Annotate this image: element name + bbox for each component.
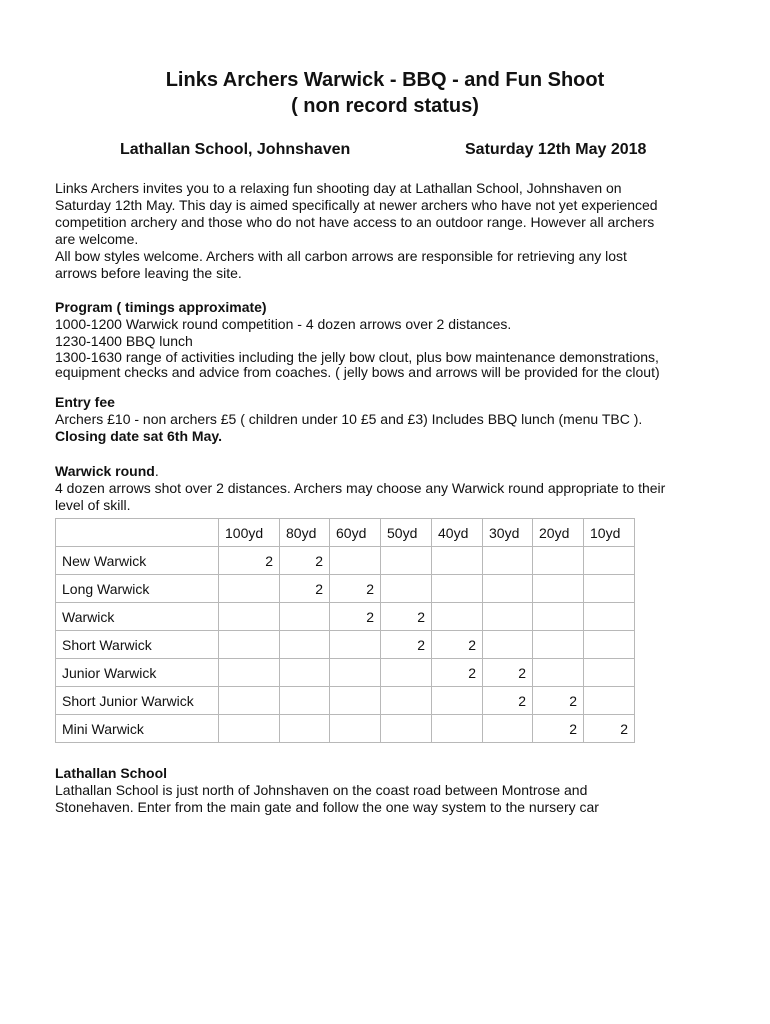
table-header-cell: 60yd [330, 519, 381, 547]
round-name-cell: Long Warwick [56, 575, 219, 603]
round-name-cell: Junior Warwick [56, 659, 219, 687]
table-header-cell: 100yd [219, 519, 280, 547]
arrows-cell [330, 547, 381, 575]
program-heading: Program ( timings approximate) [55, 299, 267, 315]
table-header-cell: 30yd [483, 519, 533, 547]
table-row [56, 631, 635, 659]
arrows-cell [432, 687, 483, 715]
arrows-cell [533, 659, 584, 687]
round-name-cell: New Warwick [56, 547, 219, 575]
arrows-cell [483, 603, 533, 631]
arrows-cell [381, 547, 432, 575]
table-row [56, 575, 635, 603]
intro-line: Links Archers invites you to a relaxing fun shooting day at Lathallan School, Johnshaven on [55, 180, 622, 196]
table-row [56, 715, 635, 743]
arrows-cell: 2 [280, 575, 330, 603]
arrows-cell: 2 [330, 603, 381, 631]
table-header-cell: 20yd [533, 519, 584, 547]
arrows-cell [219, 603, 280, 631]
arrows-cell [584, 659, 635, 687]
arrows-cell [432, 575, 483, 603]
arrows-cell [584, 575, 635, 603]
school-section [55, 765, 745, 816]
arrows-cell: 2 [432, 631, 483, 659]
arrows-cell [280, 659, 330, 687]
arrows-cell [330, 631, 381, 659]
arrows-cell [280, 631, 330, 659]
arrows-cell: 2 [533, 687, 584, 715]
arrows-cell [584, 687, 635, 715]
round-name-cell: Short Junior Warwick [56, 687, 219, 715]
warwick-heading-suffix: . [154, 463, 159, 479]
intro-line: competition archery and those who do not have access to an outdoor range. However all archers [55, 214, 655, 230]
arrows-cell [330, 659, 381, 687]
arrows-cell [432, 547, 483, 575]
arrows-cell [533, 603, 584, 631]
table-row [56, 547, 635, 575]
arrows-cell: 2 [381, 603, 432, 631]
arrows-cell [533, 631, 584, 659]
intro-paragraph [55, 180, 745, 282]
arrows-cell [219, 715, 280, 743]
round-name-cell: Mini Warwick [56, 715, 219, 743]
arrows-cell [584, 603, 635, 631]
venue-label: Lathallan School, Johnshaven [120, 141, 351, 158]
arrows-cell [280, 603, 330, 631]
program-line: 1230-1400 BBQ lunch [55, 333, 193, 349]
arrows-cell: 2 [483, 687, 533, 715]
entry-fee-text: Archers £10 - non archers £5 ( children under 10 £5 and £3) Includes BBQ lunch (menu TBC ). [55, 411, 643, 427]
arrows-cell [432, 603, 483, 631]
intro-line: Saturday 12th May. This day is aimed specifically at newer archers who have not yet experienced [55, 197, 658, 213]
table-header-cell: 80yd [280, 519, 330, 547]
entry-heading: Entry fee [55, 394, 115, 410]
arrows-cell [219, 631, 280, 659]
arrows-cell [432, 715, 483, 743]
arrows-cell [280, 687, 330, 715]
arrows-cell [381, 659, 432, 687]
arrows-cell: 2 [432, 659, 483, 687]
document-title: Links Archers Warwick - BBQ - and Fun Shoot [165, 69, 605, 91]
school-line: Lathallan School is just north of Johnshaven on the coast road between Montrose and [55, 782, 588, 798]
program-line: 1300-1630 range of activities including the jelly bow clout, plus bow maintenance demonstrations, [55, 349, 659, 365]
table-row [56, 603, 635, 631]
arrows-cell [584, 547, 635, 575]
school-heading: Lathallan School [55, 765, 168, 781]
warwick-heading-line [55, 463, 745, 480]
intro-line: arrows before leaving the site. [55, 265, 242, 281]
program-line: equipment checks and advice from coaches. ( jelly bows and arrows will be provided for the clout) [55, 364, 660, 380]
arrows-cell: 2 [381, 631, 432, 659]
arrows-cell: 2 [483, 659, 533, 687]
arrows-cell [330, 687, 381, 715]
arrows-cell [483, 631, 533, 659]
table-header-cell: 40yd [432, 519, 483, 547]
table-row [56, 659, 635, 687]
closing-date: Closing date sat 6th May. [55, 428, 222, 444]
arrows-cell [483, 715, 533, 743]
table-header-blank [56, 519, 219, 547]
program-section [55, 299, 745, 380]
arrows-cell: 2 [584, 715, 635, 743]
round-name-cell: Warwick [56, 603, 219, 631]
arrows-cell [381, 687, 432, 715]
document-subtitle: ( non record status) [291, 95, 479, 117]
arrows-cell [280, 715, 330, 743]
table-row [56, 687, 635, 715]
arrows-cell: 2 [219, 547, 280, 575]
arrows-cell [533, 547, 584, 575]
table-header-cell: 10yd [584, 519, 635, 547]
arrows-cell [219, 575, 280, 603]
warwick-section [55, 463, 745, 514]
warwick-heading: Warwick round [55, 463, 155, 479]
arrows-cell [533, 575, 584, 603]
arrows-cell [483, 547, 533, 575]
warwick-rounds-table [55, 518, 635, 743]
arrows-cell [381, 575, 432, 603]
arrows-cell: 2 [280, 547, 330, 575]
program-line: 1000-1200 Warwick round competition - 4 dozen arrows over 2 distances. [55, 316, 512, 332]
intro-line: are welcome. [55, 231, 139, 247]
arrows-cell [219, 687, 280, 715]
table-header-cell: 50yd [381, 519, 432, 547]
arrows-cell [483, 575, 533, 603]
intro-line: All bow styles welcome. Archers with all carbon arrows are responsible for retrieving any lost [55, 248, 627, 264]
round-name-cell: Short Warwick [56, 631, 219, 659]
event-date: Saturday 12th May 2018 [465, 141, 647, 158]
arrows-cell [381, 715, 432, 743]
arrows-cell: 2 [533, 715, 584, 743]
entry-section [55, 394, 745, 445]
arrows-cell [584, 631, 635, 659]
warwick-line: 4 dozen arrows shot over 2 distances. Archers may choose any Warwick round appropriate to their [55, 480, 666, 496]
arrows-cell: 2 [330, 575, 381, 603]
arrows-cell [219, 659, 280, 687]
warwick-line: level of skill. [55, 497, 131, 513]
arrows-cell [330, 715, 381, 743]
table-header-row [56, 519, 635, 547]
school-line: Stonehaven. Enter from the main gate and follow the one way system to the nursery car [55, 799, 599, 815]
